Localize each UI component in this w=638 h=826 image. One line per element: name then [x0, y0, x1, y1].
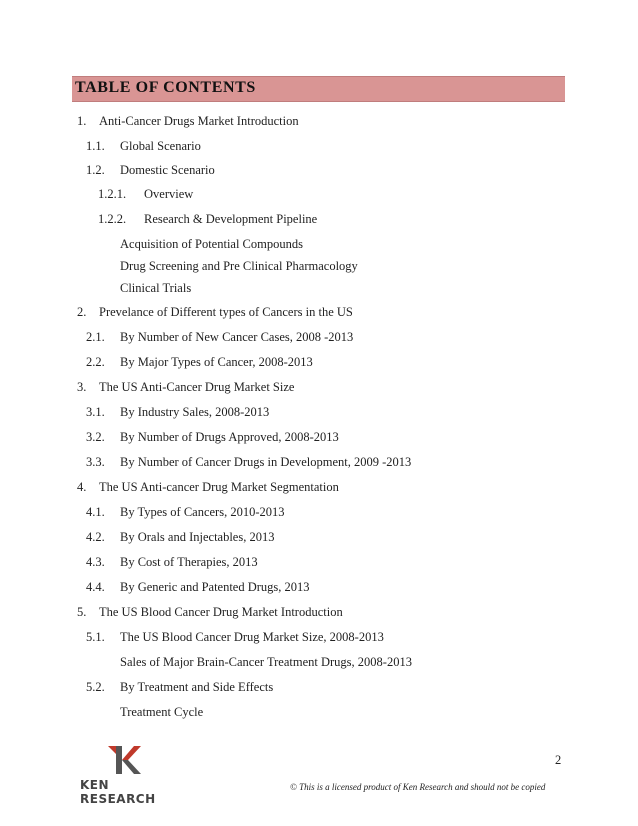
logo-text: KEN RESEARCH [80, 778, 156, 806]
toc-number: 5.1. [86, 630, 105, 644]
toc-number: 1.2.1. [98, 187, 127, 201]
toc-number: 1.2. [86, 163, 105, 177]
toc-text: Anti-Cancer Drugs Market Introduction [99, 114, 299, 128]
toc-number: 4.1. [86, 505, 105, 519]
toc-number: 4. [77, 480, 87, 494]
toc-number: 3. [77, 380, 87, 394]
toc-text: By Cost of Therapies, 2013 [120, 555, 258, 569]
toc-text: By Number of Drugs Approved, 2008-2013 [120, 430, 339, 444]
toc-text: By Major Types of Cancer, 2008-2013 [120, 355, 313, 369]
toc-text: By Generic and Patented Drugs, 2013 [120, 580, 310, 594]
toc-number: 2.1. [86, 330, 105, 344]
toc-text: Treatment Cycle [120, 705, 204, 719]
toc-number: 4.3. [86, 555, 105, 569]
toc-text: Acquisition of Potential Compounds [120, 237, 303, 251]
toc-text: By Orals and Injectables, 2013 [120, 530, 275, 544]
toc-number: 1.1. [86, 139, 105, 153]
toc-number: 5.2. [86, 680, 105, 694]
toc-text: By Treatment and Side Effects [120, 680, 274, 694]
toc-number: 1. [77, 114, 87, 128]
toc-text: Overview [144, 187, 194, 201]
toc-text: The US Anti-Cancer Drug Market Size [99, 380, 295, 394]
toc-number: 3.2. [86, 430, 105, 444]
toc-title: TABLE OF CONTENTS [75, 79, 256, 96]
toc-text: Clinical Trials [120, 281, 192, 295]
toc-text: The US Blood Cancer Drug Market Introduction [99, 605, 343, 619]
toc-text: By Number of Cancer Drugs in Development, 2009 -2013 [120, 455, 412, 469]
toc-header-bar [72, 76, 565, 102]
toc-text: Global Scenario [120, 139, 201, 153]
toc-number: 1.2.2. [98, 212, 127, 226]
toc-text: Research & Development Pipeline [144, 212, 318, 226]
toc-text: The US Blood Cancer Drug Market Size, 2008-2013 [120, 630, 384, 644]
copyright-notice: © This is a licensed product of Ken Research and should not be copied [290, 782, 546, 792]
toc-text: By Number of New Cancer Cases, 2008 -2013 [120, 330, 354, 344]
toc-text: The US Anti-cancer Drug Market Segmentation [99, 480, 339, 494]
toc-number: 2.2. [86, 355, 105, 369]
toc-number: 2. [77, 305, 87, 319]
toc-number: 3.3. [86, 455, 105, 469]
toc-text: By Types of Cancers, 2010-2013 [120, 505, 285, 519]
ken-research-logo [78, 744, 188, 806]
toc-number: 4.2. [86, 530, 105, 544]
toc-number: 3.1. [86, 405, 105, 419]
toc-text: Domestic Scenario [120, 163, 215, 177]
toc-text: Drug Screening and Pre Clinical Pharmacology [120, 259, 358, 273]
toc-number: 5. [77, 605, 87, 619]
toc-text: Sales of Major Brain-Cancer Treatment Drugs, 2008-2013 [120, 655, 412, 669]
page-number: 2 [555, 753, 562, 767]
toc-number: 4.4. [86, 580, 105, 594]
toc-text: By Industry Sales, 2008-2013 [120, 405, 270, 419]
toc-text: Prevelance of Different types of Cancers in the US [99, 305, 353, 319]
